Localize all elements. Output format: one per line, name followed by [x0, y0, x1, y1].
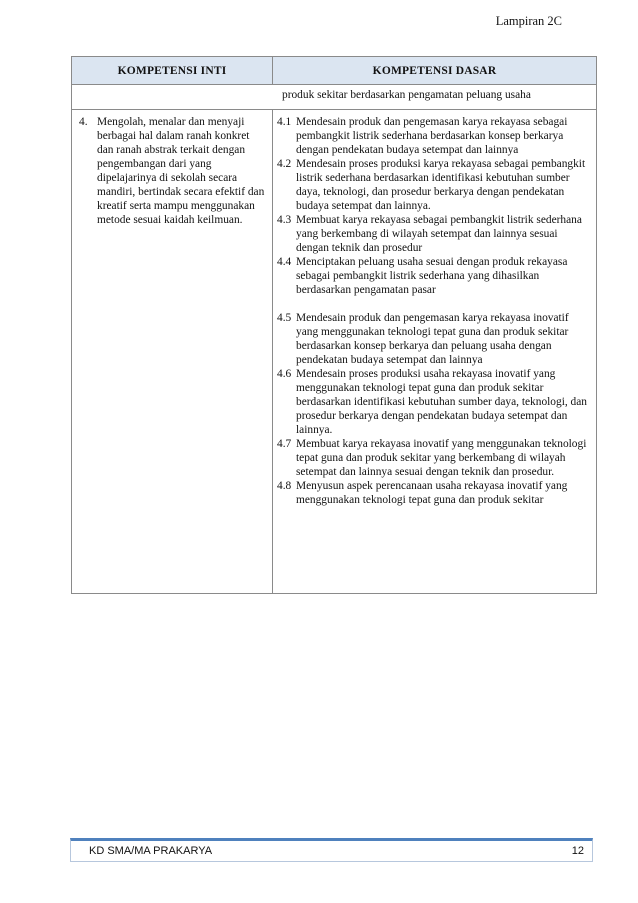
- competency-table: [71, 56, 597, 594]
- kd-number: 4.4: [277, 256, 292, 268]
- item-spacer: [277, 297, 590, 311]
- table-header-row: [72, 57, 597, 85]
- continuation-cell: [72, 85, 597, 110]
- kd-item-4-7: [277, 437, 590, 479]
- kd-cell: [273, 110, 597, 594]
- kd-text: Mendesain produk dan pengemasan karya rekayasa sebagai pembangkit listrik sederhana berdasarkan konsep berkarya dengan pendekatan budaya setempat dan lainnya: [296, 116, 568, 156]
- kd-item-4-1: [277, 115, 590, 157]
- footer-document-title: KD SMA/MA PRAKARYA: [89, 845, 213, 857]
- kd-item-4-5: [277, 311, 590, 367]
- kd-number: 4.1: [277, 116, 292, 128]
- ki-number: 4.: [79, 116, 88, 128]
- kd-item-4-6: [277, 367, 590, 437]
- continuation-row: [72, 85, 597, 110]
- ki-text: Mengolah, menalar dan menyaji berbagai hal dalam ranah konkret dan ranah abstrak terkait dengan pengembangan dari yang dipelajarinya di sekolah secara mandiri, bertindak secara efektif dan kreatif serta mampu menggunakan metode sesuai kaidah keilmuan.: [97, 116, 265, 226]
- kd-text: Mendesain proses produksi karya rekayasa sebagai pembangkit listrik sederhana berdasarkan identifikasi kebutuhan sumber daya, teknologi, dan prosedur berkarya dengan pendekatan budaya setempat dan lainnya.: [296, 158, 586, 212]
- continuation-text: produk sekitar berdasarkan pengamatan peluang usaha: [282, 89, 531, 101]
- kd-number: 4.6: [277, 368, 292, 380]
- kd-item-4-4: [277, 255, 590, 297]
- kd-item-4-2: [277, 157, 590, 213]
- ki-item: [79, 115, 268, 227]
- kd-text: Mendesain proses produksi usaha rekayasa inovatif yang menggunakan teknologi tepat guna dan produk sekitar berdasarkan identifikasi kebutuhan sumber daya, teknologi, dan prosedur berkarya dengan pendekatan budaya setempat dan lainnya.: [296, 368, 588, 436]
- kd-text: Menyusun aspek perencanaan usaha rekayasa inovatif yang menggunakan teknologi tepat guna dan produk sekitar: [296, 480, 568, 506]
- kd-number: 4.8: [277, 480, 292, 492]
- kd-number: 4.5: [277, 312, 292, 324]
- footer-page-number: 12: [571, 845, 584, 857]
- kd-text: Mendesain produk dan pengemasan karya rekayasa inovatif yang menggunakan teknologi tepat guna dan produk sekitar berdasarkan konsep berkarya dan peluang usaha dengan pendekatan budaya setempat dan lainnya: [296, 312, 569, 366]
- kd-number: 4.2: [277, 158, 292, 170]
- kd-item-4-8: [277, 479, 590, 507]
- col-header-kompetensi-inti: KOMPETENSI INTI: [72, 57, 273, 85]
- kd-item-4-3: [277, 213, 590, 255]
- col-header-kompetensi-dasar: KOMPETENSI DASAR: [273, 57, 597, 85]
- kd-text: Menciptakan peluang usaha sesuai dengan produk rekayasa sebagai pembangkit listrik sederhana yang dihasilkan berdasarkan pengamatan pasar: [296, 256, 568, 296]
- page-footer: [70, 838, 593, 862]
- ki-cell: [72, 110, 273, 594]
- kd-number: 4.7: [277, 438, 292, 450]
- table-row: [72, 110, 597, 594]
- kd-text: Membuat karya rekayasa sebagai pembangkit listrik sederhana yang berkembang di wilayah setempat dan lainnya sesuai dengan teknik dan prosedur: [296, 214, 582, 254]
- kd-text: Membuat karya rekayasa inovatif yang menggunakan teknologi tepat guna dan produk sekitar yang berkembang di wilayah setempat dan lainnya sesuai dengan teknik dan prosedur.: [296, 438, 587, 478]
- kd-number: 4.3: [277, 214, 292, 226]
- appendix-label: Lampiran 2C: [495, 14, 562, 28]
